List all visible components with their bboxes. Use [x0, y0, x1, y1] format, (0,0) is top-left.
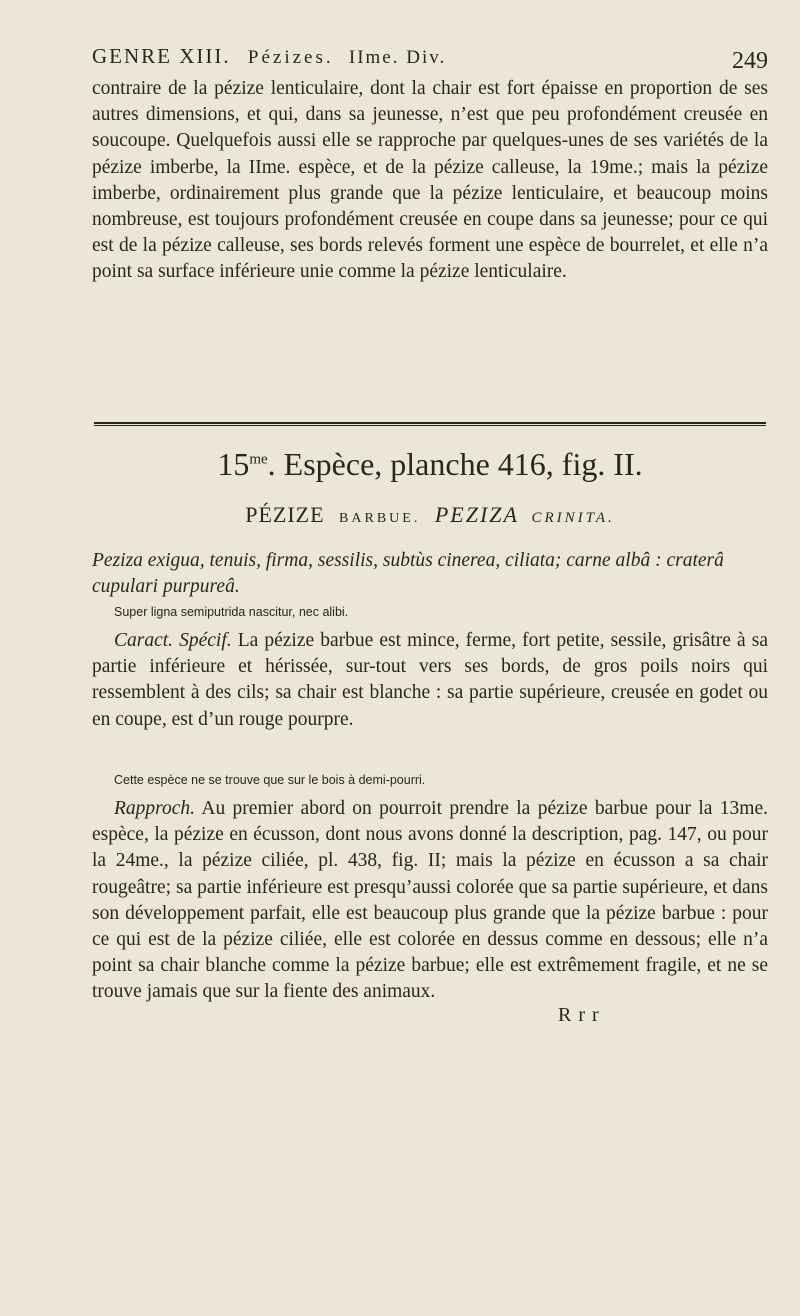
species-heading-text: . Espèce, planche 416, fig. II. — [267, 446, 643, 482]
rapproch-text: Au premier abord on pourroit prendre la pézize barbue pour la 13me. espèce, la pézize en écusson, dont nous avons donné la description, pag. 147, ou pour la 24me., la pézize ciliée, pl. 438, fig. II; mais la pézize en écusson a sa chair rougeâtre; sa partie inférieure est presqu’aussi colorée que sa partie supérieure, et dans son développement parfait, elle est beaucoup plus grande que la pézize barbue : pour ce qui est de la pézize ciliée, elle est colorée en dessus comme en dessous; elle n’a point sa chair blanche comme la pézize barbue; elle est extrêmement fragile, et ne se trouve jamais que sur la fiente des animaux. — [92, 798, 768, 1003]
species-heading — [92, 446, 768, 483]
caract-label: Caract. Spécif. — [114, 630, 232, 651]
species-number: 15 — [217, 446, 250, 482]
habitat-note-french: Cette espèce ne se trouve que sur le bois à demi-pourri. — [114, 773, 426, 787]
species-number-suffix: me — [249, 451, 268, 468]
species-names — [92, 502, 768, 528]
header-genre: GENRE XIII. — [92, 44, 231, 68]
page-number: 249 — [732, 48, 768, 74]
habitat-note-latin: Super ligna semiputrida nascitur, nec alibi. — [114, 605, 349, 619]
caract-text: La pézize barbue est mince, ferme, fort petite, sessile, grisâtre à sa partie inférieure et hérissée, sur-tout vers ses bords, de gros poils noirs qui ressemblent à des cils; sa chair est blanche : sa partie supérieure, creusée en godet ou en coupe, est d’un rouge pourpre. — [92, 630, 768, 730]
running-header — [92, 44, 768, 74]
french-name-2: BARBUE. — [339, 511, 421, 526]
signature-mark: R r r — [558, 1004, 600, 1026]
latin-name-2: CRINITA. — [531, 510, 615, 526]
header-division: IIme. Div. — [348, 47, 447, 68]
french-name-1: PÉZIZE — [245, 502, 325, 527]
rapproch-label: Rapproch. — [114, 798, 196, 819]
paragraph-comparison: contraire de la pézize lenticulaire, dont la chair est fort épaisse en proportion de ses autres dimensions, et qui, dans sa jeunesse, n’est que peu profondément creusée en soucoupe. Quelquefois aussi elle se rapproche par quelques-unes de ses variétés de la pézize imberbe, la IIme. espèce, et de la pézize calleuse, la 19me.; mais la pézize imberbe, ordinairement plus grande que la pézize lenticulaire, et beaucoup moins nombreuse, est toujours profondément creusée en coupe dans sa jeunesse; pour ce qui est de la pézize calleuse, ses bords relevés forment une espèce de bourrelet, et elle n’a point sa surface inférieure unie comme la pézize lenticulaire. — [92, 78, 768, 283]
latin-description: Peziza exigua, tenuis, firma, sessilis, subtùs cinerea, ciliata; carne albâ : craterâ cupulari purpureâ. — [92, 550, 724, 597]
section-divider — [94, 422, 766, 426]
header-pezizes: Pézizes. — [247, 47, 334, 68]
paragraph-characteristics — [92, 628, 768, 733]
latin-name-1: PEZIZA — [434, 502, 519, 527]
paragraph-rapprochements — [92, 796, 768, 1006]
